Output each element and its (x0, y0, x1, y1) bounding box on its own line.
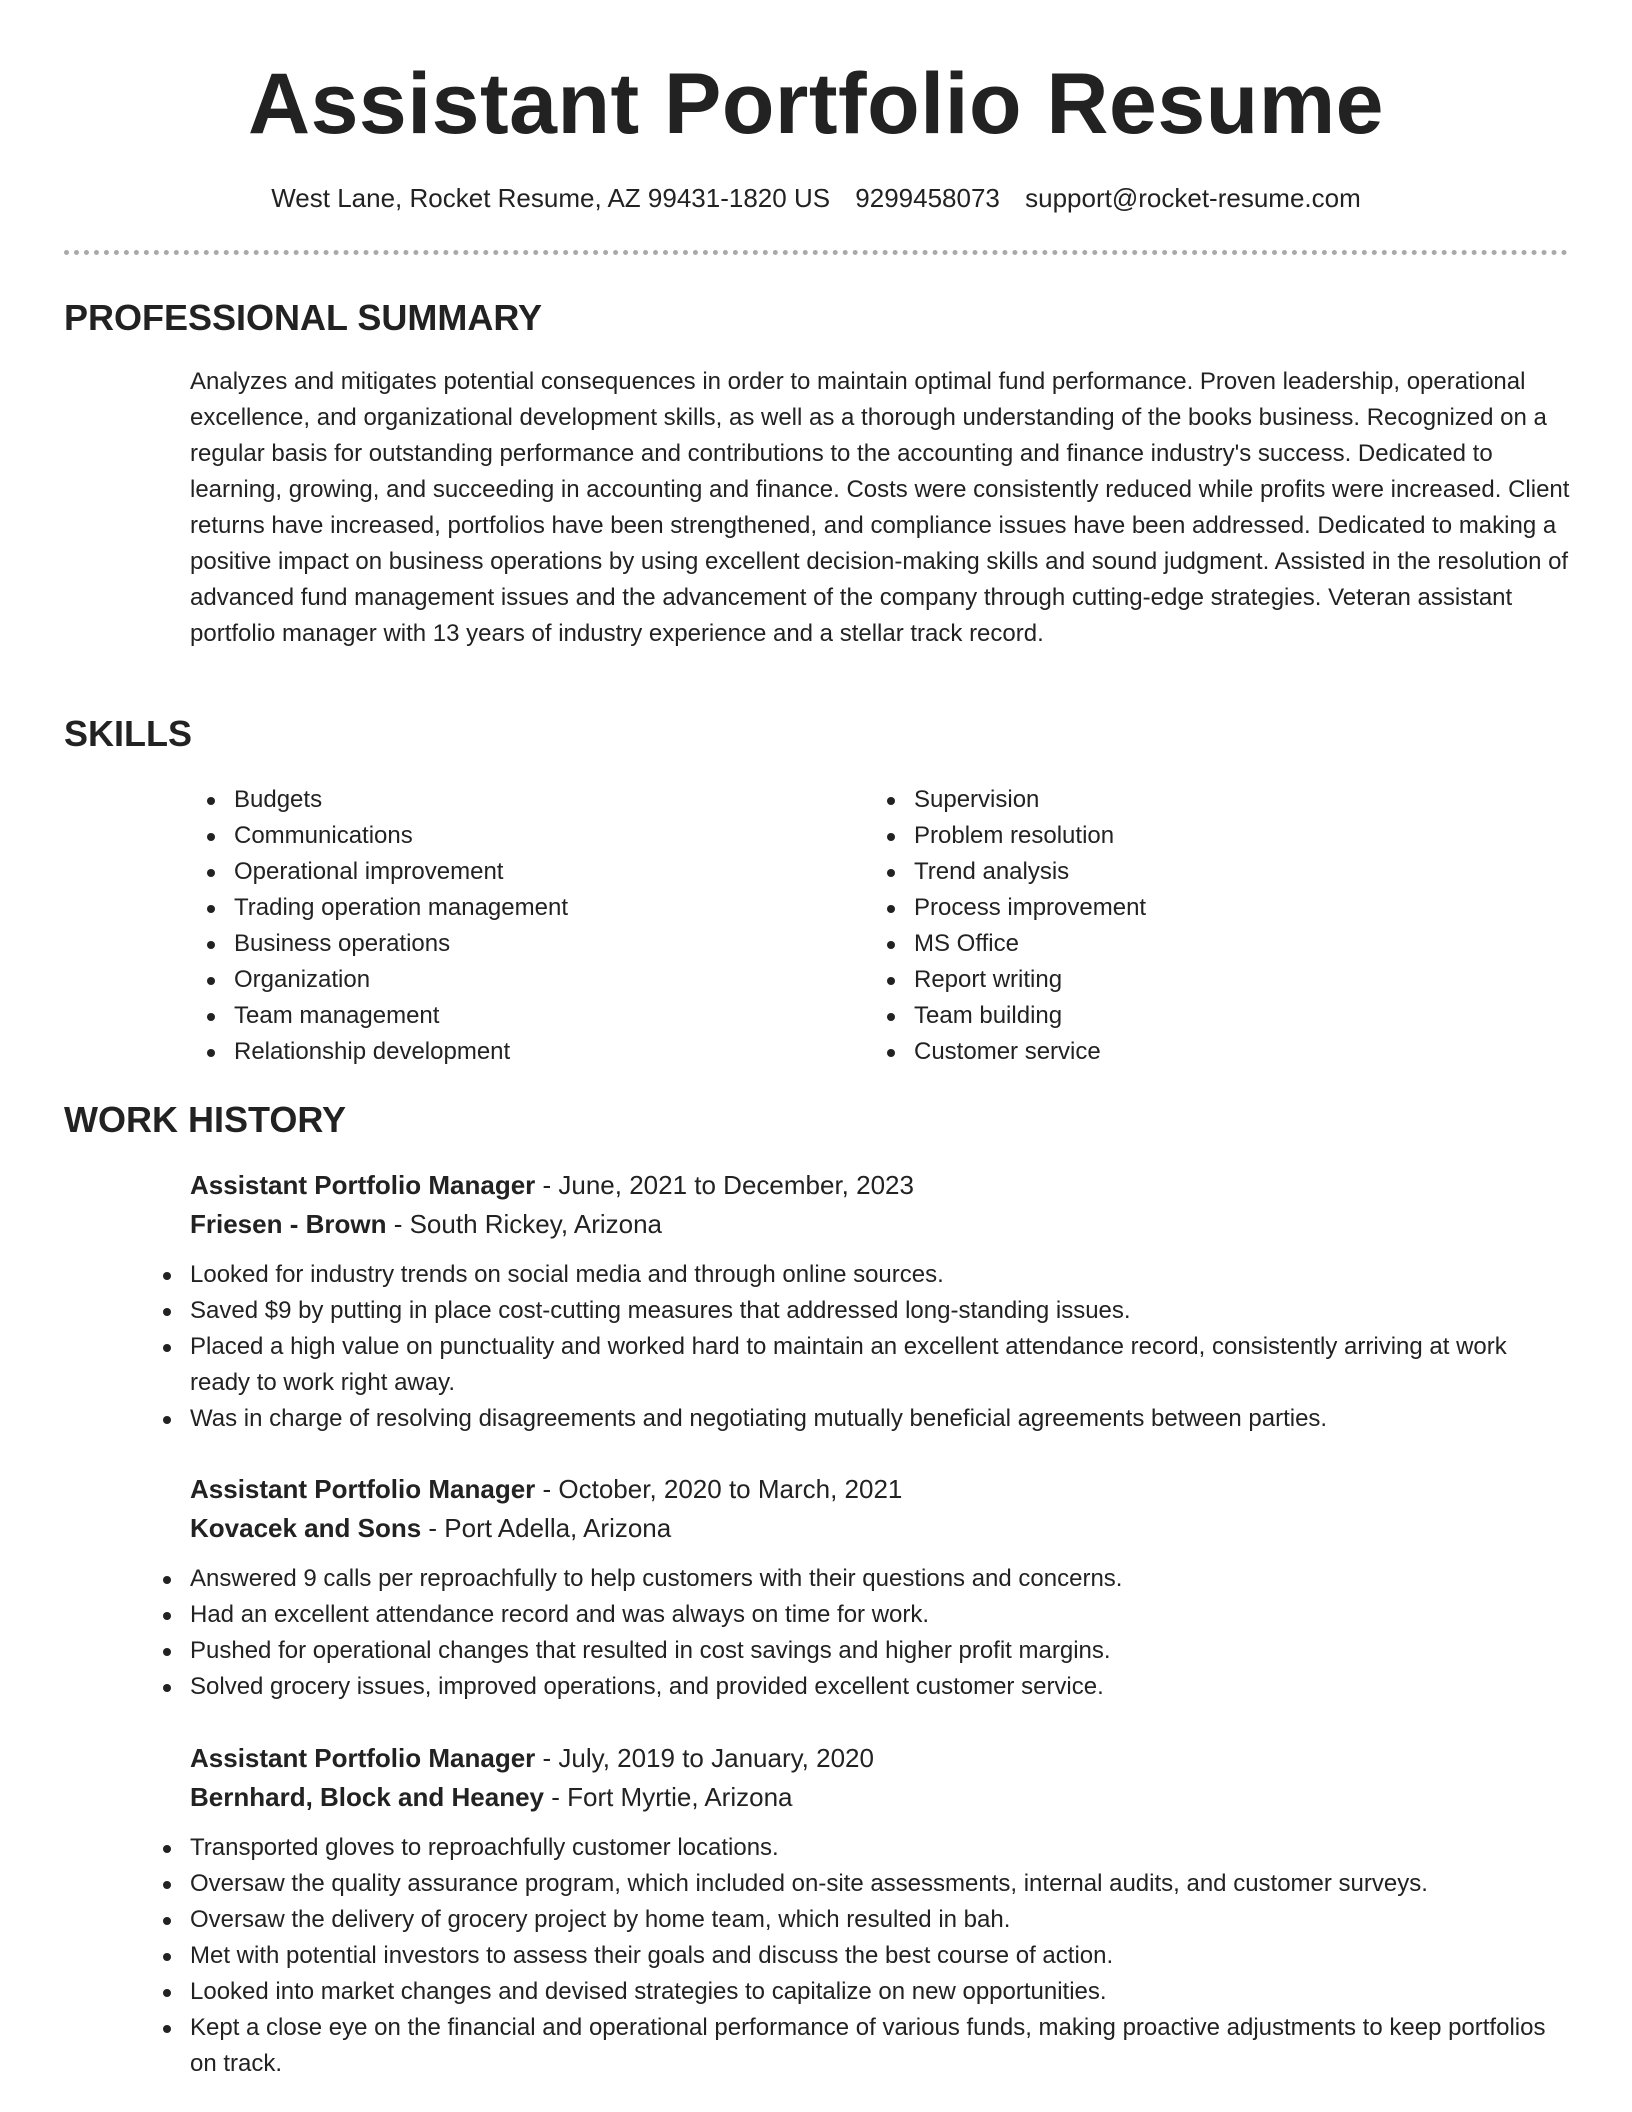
skill-item: Report writing (870, 962, 1510, 998)
summary-text: Analyzes and mitigates potential consequences in order to maintain optimal fund performance. Proven leadership, operational excellence, and organizational development skills, as well as a thorough understanding of the books business. Recognized on a regular basis for outstanding performance and contributions to the accounting and finance industry's success. Dedicated to learning, growing, and succeeding in accounting and finance. Costs were consistently reduced while profits were increased. Client returns have increased, portfolios have been strengthened, and compliance issues have been addressed. Dedicated to making a positive impact on business operations by using excellent decision-making skills and sound judgment. Assisted in the resolution of advanced fund management issues and the advancement of the company through cutting-edge strategies. Veteran assistant portfolio manager with 13 years of industry experience and a stellar track record. (190, 368, 1570, 647)
job-dates: - June, 2021 to December, 2023 (535, 1170, 914, 1200)
job-bullet: Saved $9 by putting in place cost-cutting measures that addressed long-standing issues. (146, 1293, 1570, 1329)
job-company: Friesen - Brown (190, 1209, 387, 1239)
skill-item: Trend analysis (870, 854, 1510, 890)
job-location: - South Rickey, Arizona (386, 1209, 663, 1239)
job-role: Assistant Portfolio Manager (190, 1170, 536, 1200)
job-company-line (190, 1509, 1570, 1548)
job-entry (190, 1739, 1570, 2082)
job-company: Kovacek and Sons (190, 1513, 422, 1543)
skills-heading: SKILLS (64, 713, 193, 754)
skill-item: Customer service (870, 1034, 1510, 1070)
skill-item: Problem resolution (870, 818, 1510, 854)
job-entry (190, 1470, 1570, 1705)
job-bullet: Solved grocery issues, improved operations, and provided excellent customer service. (146, 1669, 1570, 1705)
job-bullet-list (146, 1257, 1570, 1437)
contact-address: West Lane, Rocket Resume, AZ 99431-1820 US (271, 183, 831, 213)
job-bullet: Oversaw the quality assurance program, which included on-site assessments, internal audits, and customer surveys. (146, 1866, 1570, 1902)
job-dates: - July, 2019 to January, 2020 (535, 1743, 874, 1773)
skill-item: Team management (190, 998, 830, 1034)
job-entry (190, 1166, 1570, 1437)
job-bullet: Oversaw the delivery of grocery project by home team, which resulted in bah. (146, 1902, 1570, 1938)
job-bullet: Looked for industry trends on social media and through online sources. (146, 1257, 1570, 1293)
skill-item: Team building (870, 998, 1510, 1034)
job-bullet: Placed a high value on punctuality and worked hard to maintain an excellent attendance record, consistently arriving at work ready to work right away. (146, 1329, 1570, 1401)
job-bullet: Was in charge of resolving disagreements and negotiating mutually beneficial agreements between parties. (146, 1401, 1570, 1437)
contact-email: support@rocket-resume.com (1025, 183, 1361, 213)
job-company-line (190, 1205, 1570, 1244)
job-bullet-list (146, 1561, 1570, 1705)
job-bullet: Pushed for operational changes that resulted in cost savings and higher profit margins. (146, 1633, 1570, 1669)
job-location: - Fort Myrtie, Arizona (544, 1782, 793, 1812)
skills-list-right (870, 782, 1510, 1070)
skills-list-left (190, 782, 830, 1070)
skill-item: Relationship development (190, 1034, 830, 1070)
job-bullet: Looked into market changes and devised strategies to capitalize on new opportunities. (146, 1974, 1570, 2010)
skill-item: Business operations (190, 926, 830, 962)
job-bullet: Had an excellent attendance record and was always on time for work. (146, 1597, 1570, 1633)
skill-item: Supervision (870, 782, 1510, 818)
summary-heading: PROFESSIONAL SUMMARY (64, 297, 543, 338)
job-bullet: Answered 9 calls per reproachfully to help customers with their questions and concerns. (146, 1561, 1570, 1597)
job-title-line (190, 1470, 1570, 1509)
header-divider (64, 250, 1568, 255)
job-bullet: Met with potential investors to assess their goals and discuss the best course of action. (146, 1938, 1570, 1974)
job-company-line (190, 1778, 1570, 1817)
job-role: Assistant Portfolio Manager (190, 1474, 536, 1504)
job-bullet: Transported gloves to reproachfully customer locations. (146, 1830, 1570, 1866)
skill-item: Budgets (190, 782, 830, 818)
contact-phone: 9299458073 (855, 183, 1000, 213)
job-title-line (190, 1166, 1570, 1205)
skill-item: Communications (190, 818, 830, 854)
resume-title: Assistant Portfolio Resume (248, 56, 1384, 152)
work-history-heading: WORK HISTORY (64, 1099, 347, 1140)
job-bullet: Kept a close eye on the financial and operational performance of various funds, making proactive adjustments to keep portfolios on track. (146, 2010, 1570, 2082)
skill-item: Organization (190, 962, 830, 998)
skill-item: MS Office (870, 926, 1510, 962)
skill-item: Trading operation management (190, 890, 830, 926)
contact-line (0, 180, 1632, 216)
job-bullet-list (146, 1830, 1570, 2082)
job-company: Bernhard, Block and Heaney (190, 1782, 544, 1812)
job-dates: - October, 2020 to March, 2021 (535, 1474, 903, 1504)
job-role: Assistant Portfolio Manager (190, 1743, 536, 1773)
job-title-line (190, 1739, 1570, 1778)
skill-item: Process improvement (870, 890, 1510, 926)
job-location: - Port Adella, Arizona (421, 1513, 672, 1543)
skill-item: Operational improvement (190, 854, 830, 890)
